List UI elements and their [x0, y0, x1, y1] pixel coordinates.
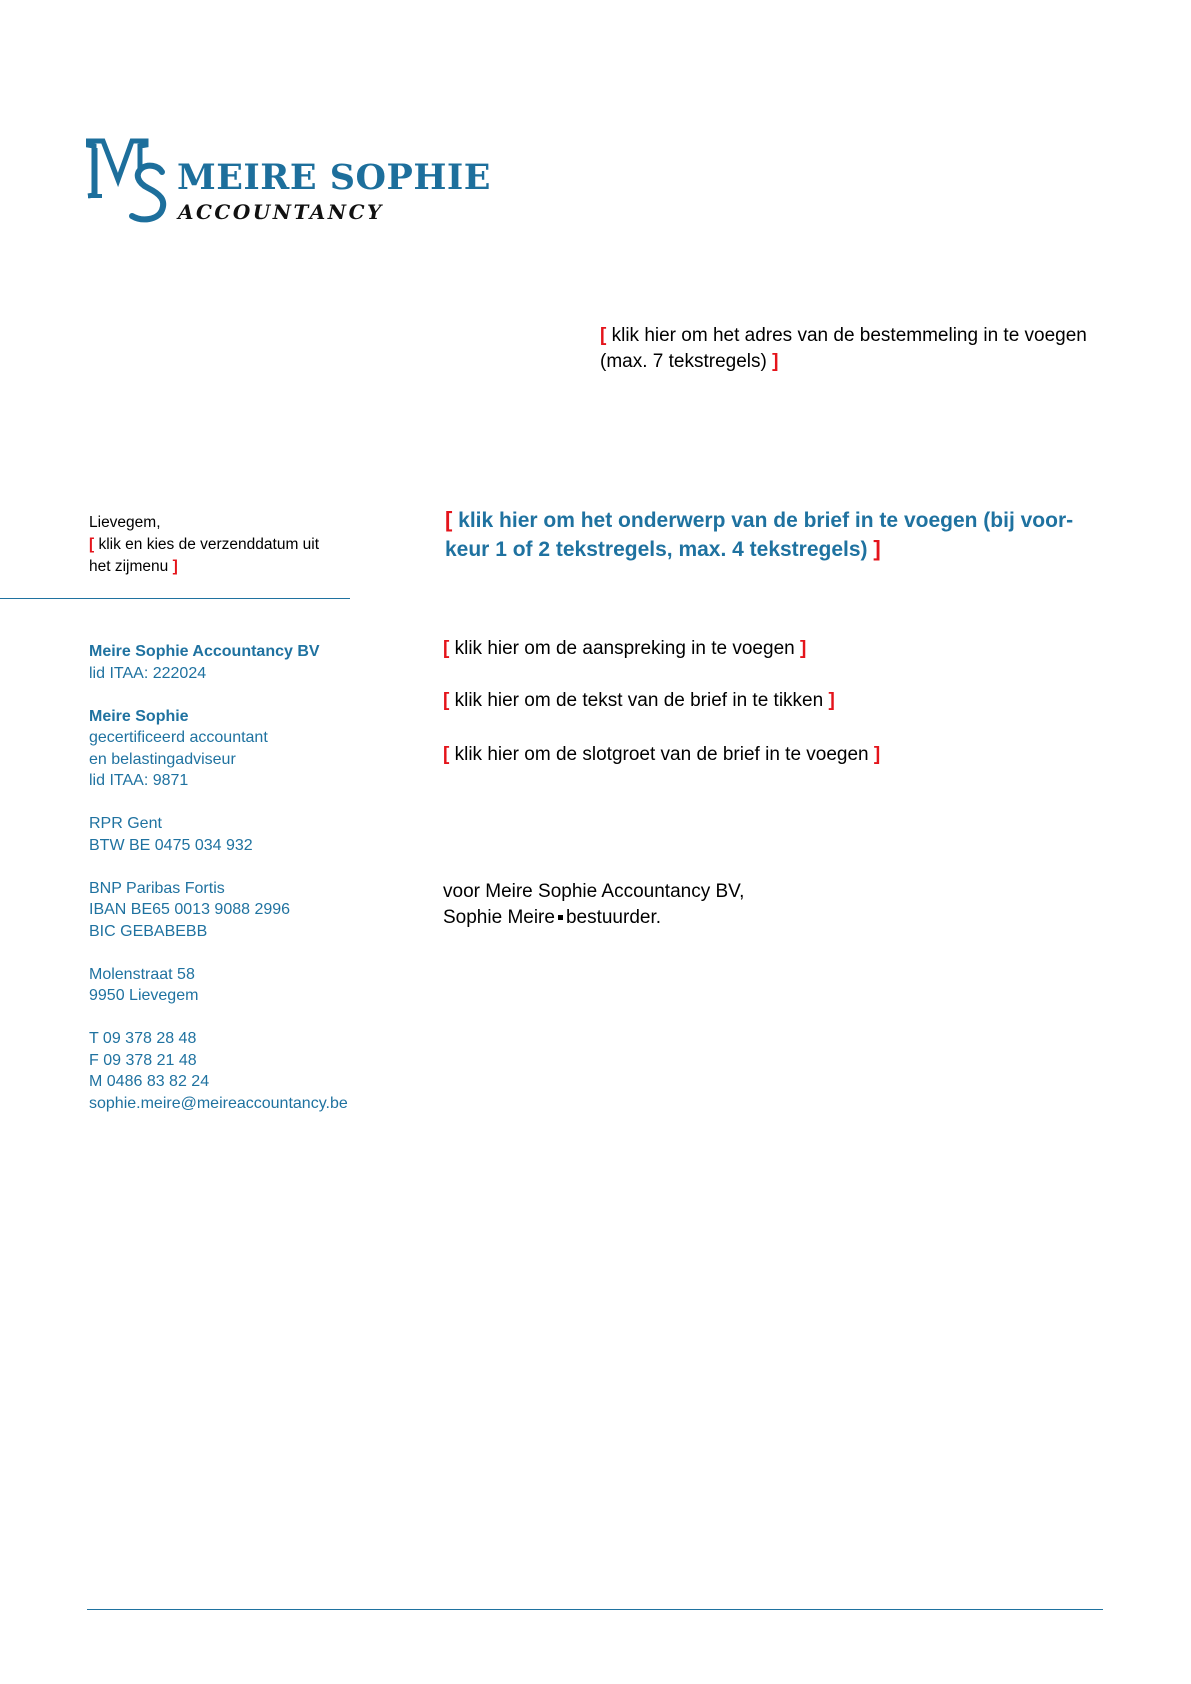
mobile: M 0486 83 82 24 — [89, 1073, 210, 1090]
signature-company: voor Meire Sophie Accountancy BV, — [443, 881, 745, 902]
registration-group: RPR Gent BTW BE 0475 034 932 — [89, 813, 389, 856]
person-itaa: lid ITAA: 9871 — [89, 772, 189, 789]
bracket-open: [ — [445, 507, 453, 532]
person-group: Meire Sophie gecertificeerd accountant en belastingadviseur lid ITAA: 9871 — [89, 706, 389, 792]
company-name: Meire Sophie Accountancy BV — [89, 643, 320, 660]
bic: BIC GEBABEBB — [89, 922, 208, 940]
logo-subtitle: ACCOUNTANCY — [178, 200, 384, 224]
bracket-close: ] — [772, 351, 779, 372]
iban: IBAN BE65 0013 9088 2996 — [89, 901, 291, 918]
contact-group — [89, 1028, 389, 1114]
place-label: Lievegem, — [89, 514, 161, 531]
company-logo — [86, 138, 491, 228]
company-sidebar — [89, 641, 389, 1114]
bank-group: BNP Paribas Fortis IBAN BE65 0013 9088 2996 BIC GEBABEBB — [89, 878, 389, 943]
bracket-open: [ — [600, 325, 607, 346]
ms-monogram-icon — [86, 138, 170, 224]
signature-block — [443, 879, 744, 931]
salutation-field[interactable]: [ klik hier om de aanspreking in te voegen ] — [443, 638, 807, 659]
closing-greeting-field[interactable]: [ klik hier om de slotgroet van de brief in te voegen ] — [443, 744, 881, 765]
bullet-icon — [558, 915, 563, 920]
fax: F 09 378 21 48 — [89, 1051, 197, 1069]
company-itaa: lid ITAA: 222024 — [89, 664, 207, 682]
signature-role: bestuurder. — [565, 907, 662, 928]
bracket-close: ] — [873, 536, 881, 561]
phone: T 09 378 28 48 — [89, 1030, 197, 1047]
footer-divider — [87, 1609, 1103, 1610]
letter-text-field[interactable]: [ klik hier om de tekst van de brief in te tikken ] — [443, 690, 835, 711]
date-field[interactable]: [ klik en kies de verzenddatum uit — [89, 536, 320, 553]
bracket-close: ] — [172, 558, 178, 575]
bracket-open: [ — [89, 536, 95, 553]
recipient-line-1: [ klik hier om het adres van de bestemmeling in te voegen — [600, 325, 1087, 346]
date-block: Lievegem, [ klik en kies de verzenddatum uit het zijmenu ] — [89, 512, 359, 578]
recipient-address-field[interactable] — [600, 323, 1120, 375]
signature-name: Sophie Meire — [443, 907, 555, 928]
logo-name: MEIRE SOPHIE — [177, 157, 491, 198]
company-group — [89, 641, 389, 684]
person-name: Meire Sophie — [89, 707, 189, 725]
address-group: Molenstraat 58 9950 Lievegem — [89, 965, 199, 1004]
email-link[interactable]: sophie.meire@meireaccountancy.be — [89, 1094, 348, 1112]
vat-number: BTW BE 0475 034 932 — [89, 836, 253, 854]
recipient-line-2: (max. 7 tekstregels) ] — [600, 351, 779, 372]
divider — [0, 598, 350, 599]
subject-field[interactable]: [ klik hier om het onderwerp van de brief in te voegen (bij voor- keur 1 of 2 tekstregels, max. 4 tekstregels) ] — [445, 507, 1074, 561]
